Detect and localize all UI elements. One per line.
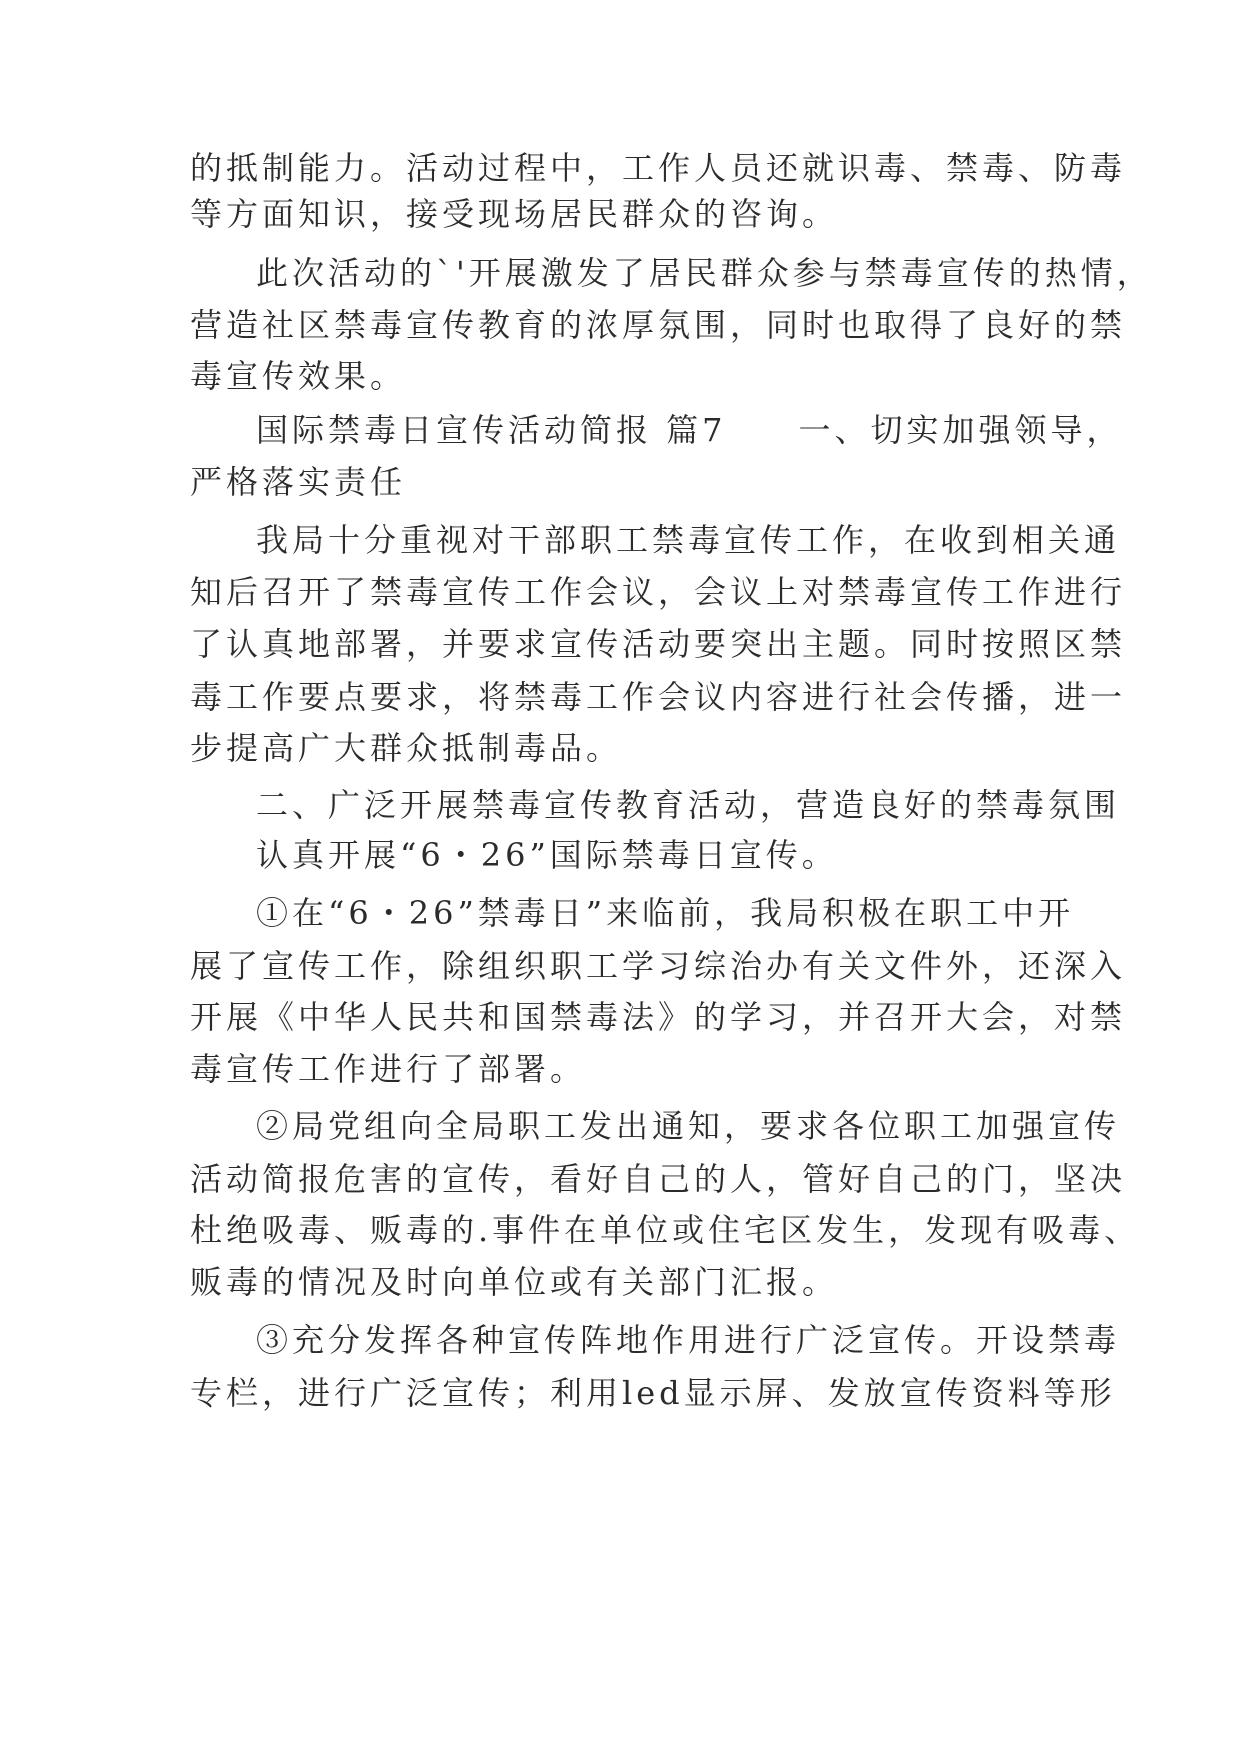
text-line: 毒宣传工作进行了部署。: [190, 1050, 587, 1088]
text-line: 展了宣传工作，除组织职工学习综治办有关文件外，还深入: [190, 947, 1127, 985]
text-line: 活动简报危害的宣传，看好自己的人，管好自己的门，坚决: [190, 1160, 1127, 1198]
text-line: 贩毒的情况及时向单位或有关部门汇报。: [190, 1263, 839, 1301]
text-line: 毒工作要点要求，将禁毒工作会议内容进行社会传播，进一: [190, 678, 1127, 716]
text-line: 等方面知识，接受现场居民群众的咨询。: [190, 195, 839, 233]
text-line: 知后召开了禁毒宣传工作会议，会议上对禁毒宣传工作进行: [190, 573, 1127, 611]
text-line: 认真开展“6・26”国际禁毒日宣传。: [256, 836, 838, 874]
text-line: 严格落实责任: [190, 463, 407, 501]
text-line: ③充分发挥各种宣传阵地作用进行广泛宣传。开设禁毒: [256, 1321, 1121, 1359]
text-line: 的抵制能力。活动过程中，工作人员还就识毒、禁毒、防毒: [190, 149, 1127, 187]
text-line: 专栏，进行广泛宣传；利用led显示屏、发放宣传资料等形: [190, 1374, 1116, 1412]
text-line: 开展《中华人民共和国禁毒法》的学习，并召开大会，对禁: [190, 998, 1127, 1036]
text-line: 国际禁毒日宣传活动简报 篇7 一、切实加强领导，: [256, 411, 1123, 449]
text-line: ①在“6・26”禁毒日”来临前，我局积极在职工中开: [256, 894, 1075, 932]
text-line: 此次活动的`'开展激发了居民群众参与禁毒宣传的热情，: [256, 254, 1153, 292]
text-line: 了认真地部署，并要求宣传活动要突出主题。同时按照区禁: [190, 625, 1127, 663]
text-line: 营造社区禁毒宣传教育的浓厚氛围，同时也取得了良好的禁: [190, 306, 1127, 344]
text-line: 步提高广大群众抵制毒品。: [190, 729, 623, 767]
text-line: 杜绝吸毒、贩毒的.事件在单位或住宅区发生，发现有吸毒、: [190, 1211, 1141, 1249]
text-line: 二、广泛开展禁毒宣传教育活动，营造良好的禁毒氛围: [256, 786, 1121, 824]
text-line: 毒宣传效果。: [190, 357, 407, 395]
text-line: ②局党组向全局职工发出通知，要求各位职工加强宣传: [256, 1107, 1121, 1145]
text-line: 我局十分重视对干部职工禁毒宣传工作，在收到相关通: [256, 521, 1121, 559]
